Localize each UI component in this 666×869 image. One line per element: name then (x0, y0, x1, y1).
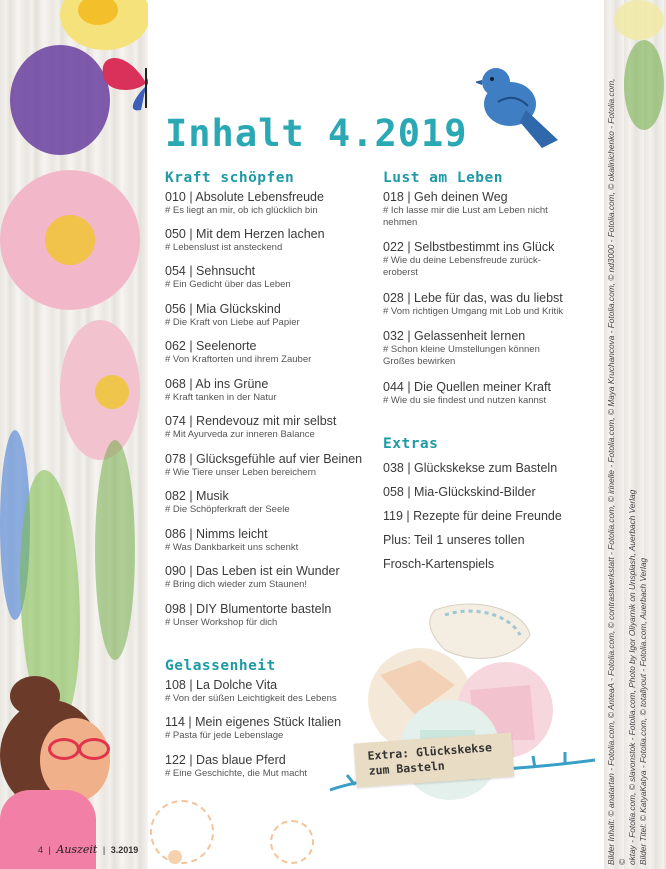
toc-entry-title: 044 | Die Quellen meiner Kraft (383, 380, 551, 394)
toc-entry-subtitle: # Was Dankbarkeit uns schenkt (165, 542, 299, 553)
issue-label: 3.2019 (110, 845, 139, 855)
section-heading-kraft: Kraft schöpfen (165, 170, 295, 186)
toc-entry-subtitle: # Eine Geschichte, die Mut macht (165, 768, 308, 779)
toc-entry-subtitle: # Wie du deine Lebensfreude zurück- (383, 255, 541, 266)
toc-entry-title: 114 | Mein eigenes Stück Italien (165, 715, 342, 729)
toc-entry-title: 032 | Gelassenheit lernen (383, 329, 526, 343)
credits-line: Bilder Titel: © KatyaKatya - Fotolia.com, © totallyout - Fotolia.com, Auerbach Verlag (637, 557, 648, 865)
toc-entry-subtitle: # Ich lasse mir die Lust am Leben nicht (383, 205, 548, 216)
toc-entry[interactable] (165, 489, 375, 516)
toc-entry-title: 108 | La Dolche Vita (165, 678, 278, 692)
toc-entry-subtitle: # Unser Workshop für dich (165, 617, 278, 628)
toc-entry-title: 010 | Absolute Lebensfreude (165, 190, 324, 204)
toc-entry[interactable] (383, 380, 593, 407)
toc-entry-subtitle: # Die Kraft von Liebe auf Papier (165, 317, 300, 328)
toc-entry-title: 078 | Glücksgefühle auf vier Beinen (165, 452, 363, 466)
section-heading-gelassenheit: Gelassenheit (165, 658, 276, 674)
toc-entry[interactable] (383, 291, 593, 318)
toc-entry-title: 028 | Lebe für das, was du liebst (383, 291, 563, 305)
toc-entry-subtitle: # Von der süßen Leichtigkeit des Lebens (165, 693, 337, 704)
extras-item[interactable]: 119 | Rezepte für deine Freunde (383, 509, 562, 523)
toc-entry-title: 018 | Geh deinen Weg (383, 190, 508, 204)
extras-item[interactable]: Frosch-Kartenspiels (383, 557, 495, 571)
magazine-logo: Auszeit (56, 843, 98, 856)
toc-entry-subtitle: # Die Schöpferkraft der Seele (165, 504, 290, 515)
toc-entry-subtitle-cont: Großes bewirken (383, 356, 456, 367)
extras-item[interactable]: Plus: Teil 1 unseres tollen (383, 533, 525, 547)
toc-entry-subtitle: # Pasta für jede Lebenslage (165, 730, 284, 741)
toc-entry[interactable] (165, 564, 375, 591)
toc-entry[interactable] (165, 264, 375, 291)
credits-line: Bilder Inhalt: © anatartan - Fotolia.com, © AnteaA - Fotolia.com, © contrastwerkstatt - Fotolia.com, © irinelle - Fotolia.com, © Maya Kruchancova - Fotolia.com, © nd3000 - Fotolia.com, © okalinichenko - Fotolia.com, © (606, 78, 627, 865)
section-heading-lust: Lust am Leben (383, 170, 503, 186)
page-title: Inhalt 4.2019 (165, 112, 468, 155)
section-heading-extras: Extras (383, 436, 439, 452)
toc-entry[interactable] (383, 190, 593, 229)
toc-entry[interactable] (165, 227, 375, 254)
extras-item[interactable]: 058 | Mia-Glückskind-Bilder (383, 485, 536, 499)
toc-entry-subtitle-cont: nehmen (383, 217, 418, 228)
toc-entry[interactable] (165, 452, 375, 479)
toc-entry-title: 050 | Mit dem Herzen lachen (165, 227, 325, 241)
toc-entry-subtitle: # Ein Gedicht über das Leben (165, 279, 291, 290)
toc-entry-subtitle: # Wie du sie findest und nutzen kannst (383, 395, 547, 406)
toc-entry-title: 062 | Seelenorte (165, 339, 257, 353)
toc-entry-subtitle: # Lebenslust ist ansteckend (165, 242, 283, 253)
toc-entry-subtitle: # Kraft tanken in der Natur (165, 392, 277, 403)
toc-entry-title: 068 | Ab ins Grüne (165, 377, 269, 391)
toc-entry[interactable] (165, 377, 375, 404)
toc-entry-title: 090 | Das Leben ist ein Wunder (165, 564, 340, 578)
toc-entry[interactable] (165, 190, 375, 217)
toc-entry-title: 086 | Nimms leicht (165, 527, 268, 541)
toc-entry-subtitle: # Mit Ayurveda zur inneren Balance (165, 429, 315, 440)
toc-entry-title: 098 | DIY Blumentorte basteln (165, 602, 332, 616)
toc-entry-subtitle: # Es liegt an mir, ob ich glücklich bin (165, 205, 318, 216)
toc-entry-subtitle: # Wie Tiere unser Leben bereichern (165, 467, 317, 478)
toc-entry-subtitle: # Vom richtigen Umgang mit Lob und Kritik (383, 306, 564, 317)
image-credits (606, 75, 648, 865)
toc-entry[interactable] (165, 302, 375, 329)
toc-entry-title: 122 | Das blaue Pferd (165, 753, 286, 767)
toc-entry[interactable] (165, 339, 375, 366)
toc-entry-subtitle: # Schon kleine Umstellungen können (383, 344, 540, 355)
toc-entry-title: 056 | Mia Glückskind (165, 302, 281, 316)
toc-entry-subtitle: # Bring dich wieder zum Staunen! (165, 579, 308, 590)
toc-entry-title: 082 | Musik (165, 489, 229, 503)
toc-entry-title: 022 | Selbstbestimmt ins Glück (383, 240, 555, 254)
bird-icon (476, 62, 562, 154)
toc-entry[interactable] (383, 329, 593, 368)
toc-entry-subtitle: # Von Kraftorten und ihrem Zauber (165, 354, 312, 365)
tape-label-line1: Extra: Glückskekse (367, 740, 493, 763)
page-number: 4 (38, 845, 44, 855)
toc-entry[interactable] (383, 240, 593, 279)
toc-entry[interactable] (165, 414, 375, 441)
toc-entry-title: 074 | Rendevouz mit mir selbst (165, 414, 337, 428)
toc-entry-subtitle-cont: eroberst (383, 267, 418, 278)
page-footer: 4 | Auszeit | 3.2019 (38, 843, 139, 856)
tape-label-line2: zum Basteln (368, 758, 446, 778)
toc-entry-title: 054 | Sehnsucht (165, 264, 256, 278)
credits-line: oktay - Fotolia.com, © slavonstok - Fotolia.com, Photo by Igor Oliyarnik on Unsplash, Auerbach Verlag (627, 489, 637, 865)
extras-item[interactable]: 038 | Glückskekse zum Basteln (383, 461, 558, 475)
toc-entry[interactable] (165, 527, 375, 554)
